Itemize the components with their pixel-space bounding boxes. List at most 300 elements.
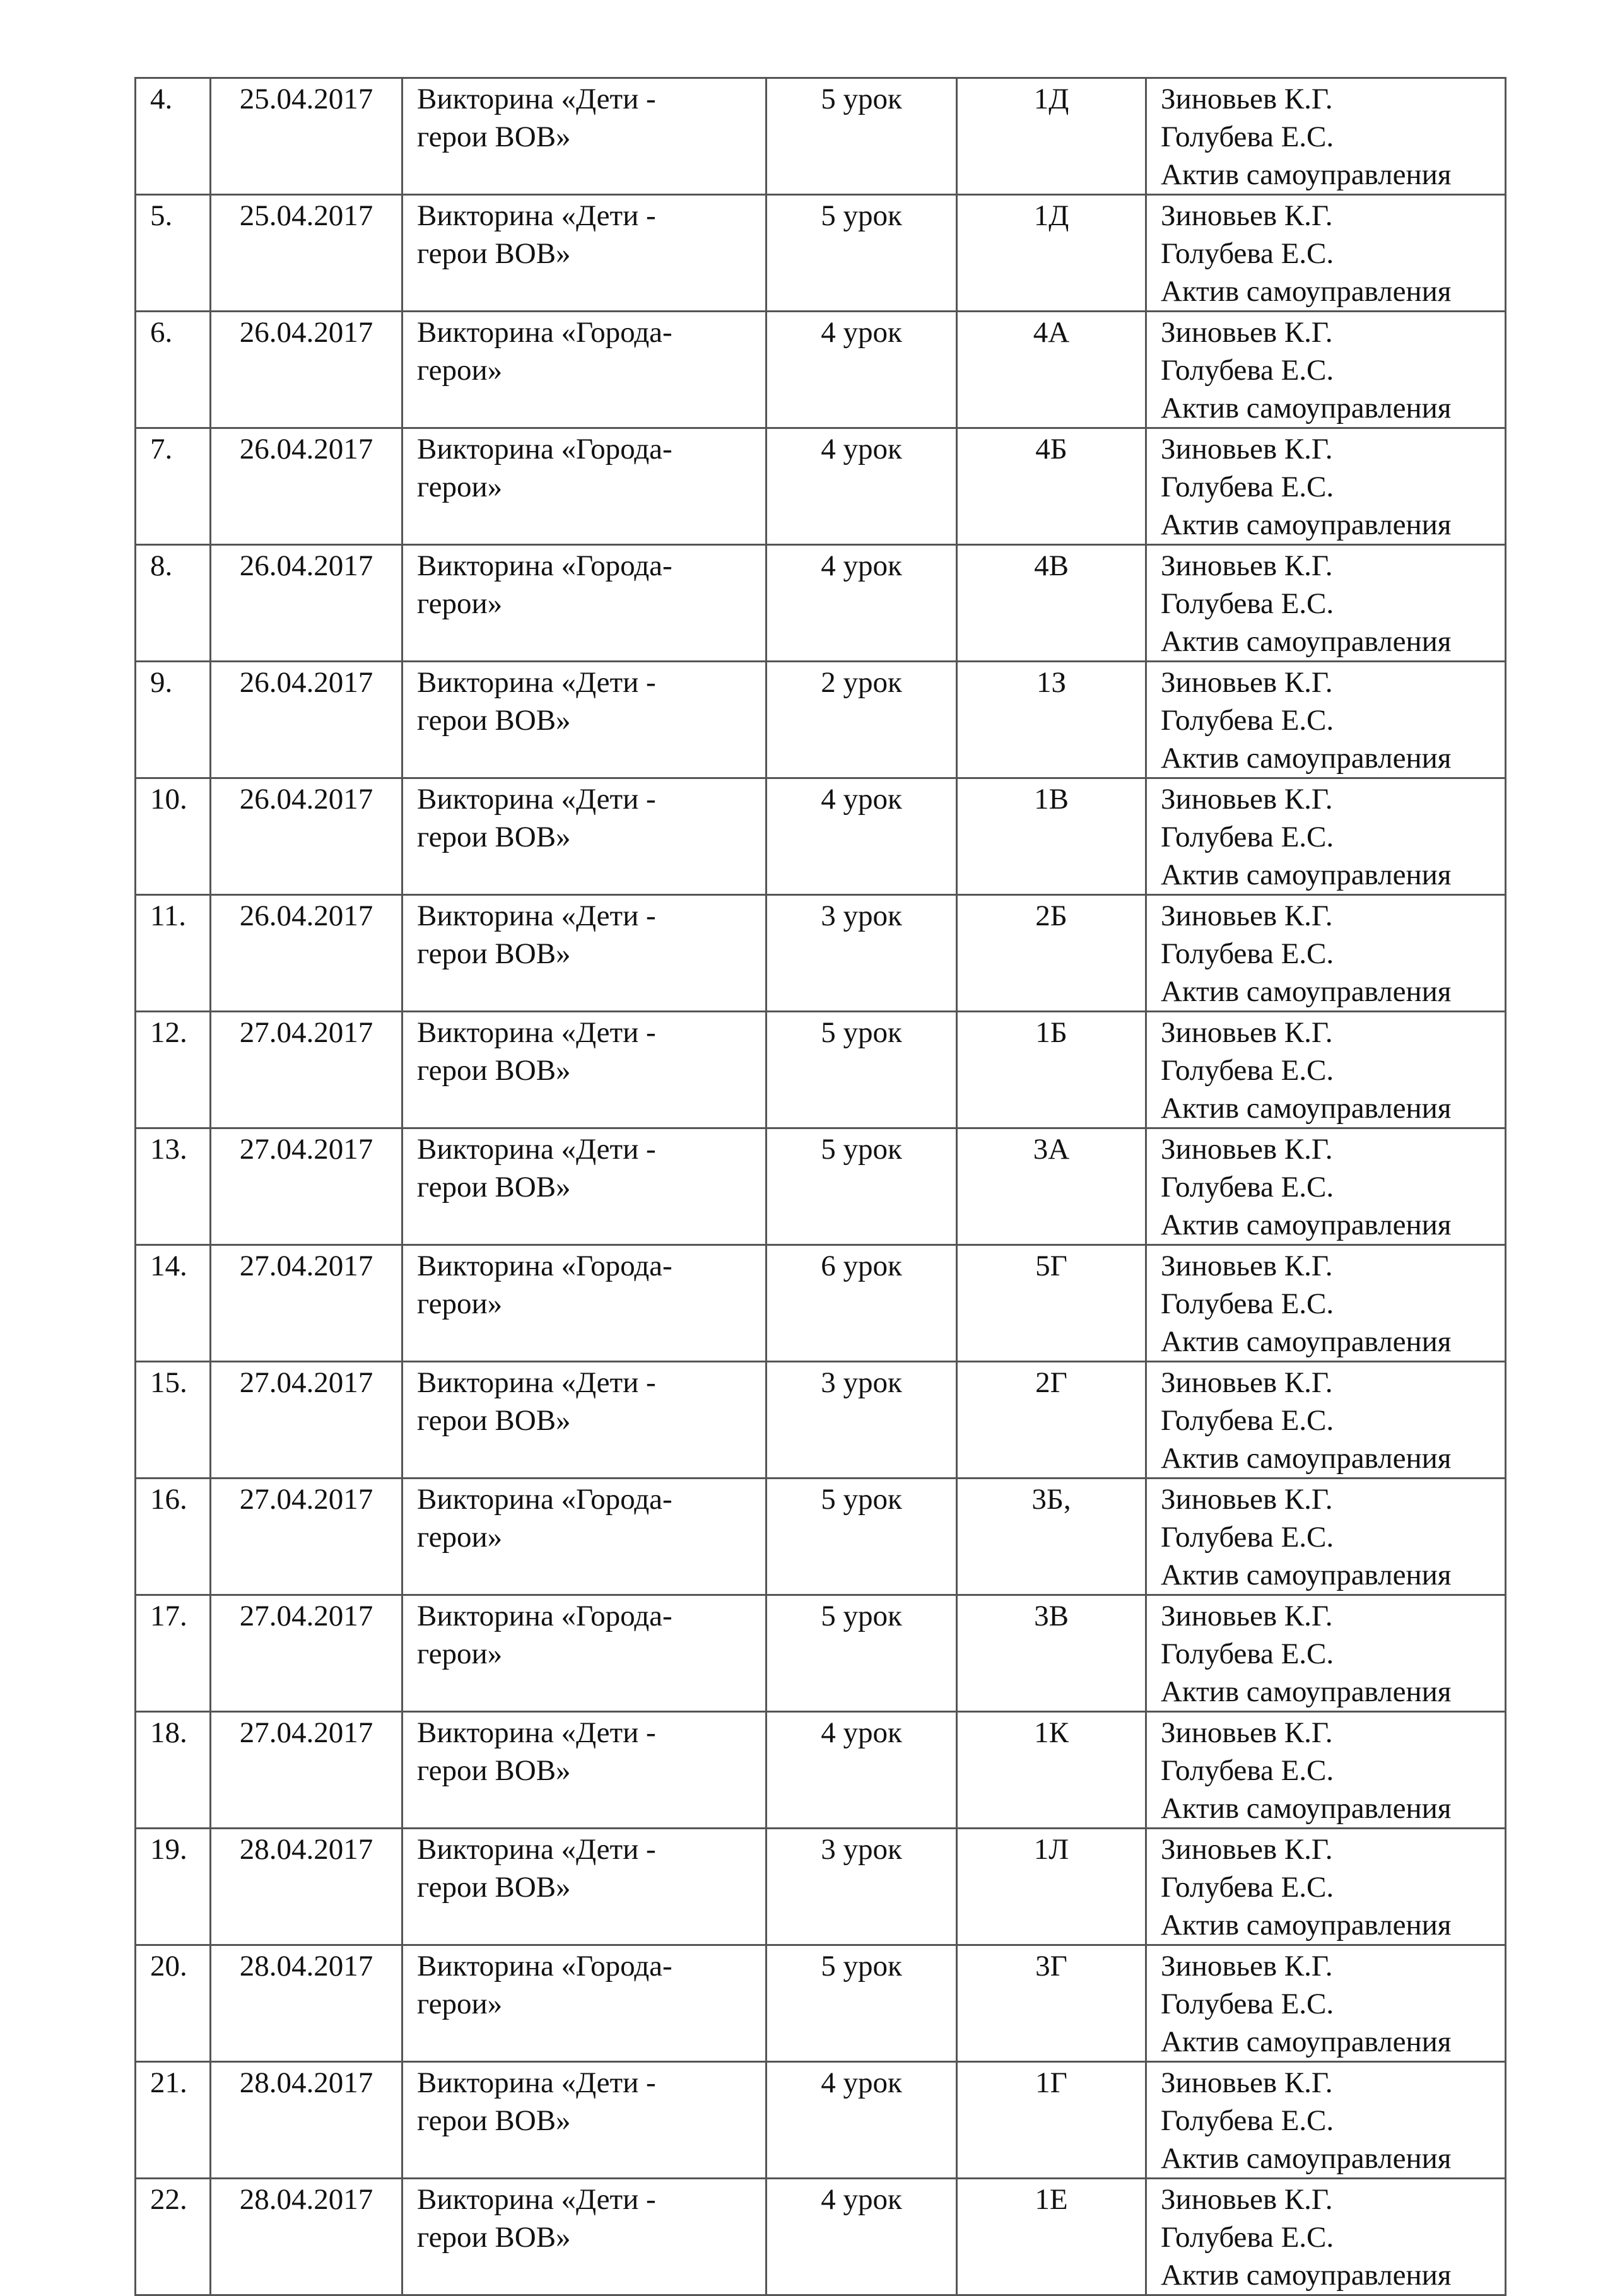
row-number-cell <box>136 195 211 312</box>
row-number-cell <box>136 1945 211 2062</box>
class-cell <box>957 1245 1146 1362</box>
event-title-cell-text: Викторина «Города- <box>417 1950 672 1983</box>
row-number-cell-text: 20. <box>150 1950 187 1983</box>
row-number-cell-text: 19. <box>150 1833 187 1866</box>
responsible-cell <box>1146 428 1506 545</box>
responsible-cell-text: Голубева Е.С. <box>1161 1754 1334 1787</box>
event-title-cell-text: герои ВОВ» <box>417 937 571 970</box>
class-cell-text: 3Б, <box>1031 1483 1071 1516</box>
responsible-cell-text: Голубева Е.С. <box>1161 587 1334 620</box>
responsible-cell-text: Зиновьев К.Г. <box>1161 1600 1333 1632</box>
responsible-cell-text: Актив самоуправления <box>1161 508 1452 541</box>
responsible-cell <box>1146 1245 1506 1362</box>
lesson-cell <box>766 1479 957 1595</box>
responsible-cell-text: Актив самоуправления <box>1161 1792 1452 1825</box>
responsible-cell-text: Актив самоуправления <box>1161 975 1452 1008</box>
events-table-body <box>136 78 1506 2295</box>
date-cell <box>211 1829 402 1945</box>
class-cell-text: 1В <box>1034 783 1069 816</box>
date-cell-text: 26.04.2017 <box>239 783 373 816</box>
responsible-cell-text: Зиновьев К.Г. <box>1161 1483 1333 1516</box>
event-title-cell <box>402 545 766 662</box>
event-title-cell-text: Викторина «Дети - <box>417 199 656 232</box>
responsible-cell-text: Голубева Е.С. <box>1161 1871 1334 1904</box>
table-row <box>136 1829 1506 1945</box>
class-cell <box>957 1362 1146 1479</box>
date-cell-text: 26.04.2017 <box>239 316 373 349</box>
date-cell-text: 26.04.2017 <box>239 899 373 932</box>
date-cell <box>211 1712 402 1829</box>
row-number-cell-text: 13. <box>150 1133 187 1166</box>
class-cell <box>957 1012 1146 1128</box>
event-title-cell-text: герои» <box>417 1988 503 2020</box>
responsible-cell-text: Зиновьев К.Г. <box>1161 433 1333 466</box>
lesson-cell <box>766 1362 957 1479</box>
row-number-cell <box>136 1362 211 1479</box>
responsible-cell-text: Зиновьев К.Г. <box>1161 2066 1333 2099</box>
event-title-cell-text: Викторина «Дети - <box>417 1716 656 1749</box>
table-row <box>136 895 1506 1012</box>
class-cell-text: 3А <box>1033 1133 1070 1166</box>
class-cell-text: 3Г <box>1035 1950 1067 1983</box>
date-cell <box>211 428 402 545</box>
class-cell <box>957 545 1146 662</box>
event-title-cell <box>402 195 766 312</box>
responsible-cell-text: Голубева Е.С. <box>1161 471 1334 503</box>
event-title-cell-text: Викторина «Дети - <box>417 899 656 932</box>
event-title-cell-text: Викторина «Дети - <box>417 83 656 115</box>
row-number-cell <box>136 778 211 895</box>
date-cell-text: 27.04.2017 <box>239 1366 373 1399</box>
class-cell-text: 1Л <box>1033 1833 1069 1866</box>
event-title-cell <box>402 1012 766 1128</box>
lesson-cell-text: 3 урок <box>821 1366 902 1399</box>
class-cell-text: 3В <box>1034 1600 1069 1632</box>
responsible-cell <box>1146 2179 1506 2295</box>
responsible-cell-text: Актив самоуправления <box>1161 1675 1452 1708</box>
responsible-cell-text: Голубева Е.С. <box>1161 354 1334 387</box>
date-cell <box>211 545 402 662</box>
lesson-cell-text: 5 урок <box>821 1483 902 1516</box>
date-cell-text: 26.04.2017 <box>239 549 373 582</box>
responsible-cell <box>1146 1945 1506 2062</box>
responsible-cell-text: Голубева Е.С. <box>1161 937 1334 970</box>
responsible-cell-text: Голубева Е.С. <box>1161 1988 1334 2020</box>
responsible-cell-text: Актив самоуправления <box>1161 158 1452 191</box>
class-cell-text: 1К <box>1034 1716 1069 1749</box>
responsible-cell-text: Зиновьев К.Г. <box>1161 1950 1333 1983</box>
responsible-cell-text: Голубева Е.С. <box>1161 704 1334 737</box>
event-title-cell-text: Викторина «Дети - <box>417 666 656 699</box>
table-row <box>136 778 1506 895</box>
lesson-cell <box>766 662 957 778</box>
event-title-cell-text: герои ВОВ» <box>417 1171 571 1204</box>
row-number-cell <box>136 1712 211 1829</box>
responsible-cell-text: Зиновьев К.Г. <box>1161 1366 1333 1399</box>
date-cell <box>211 1595 402 1712</box>
table-row <box>136 2062 1506 2179</box>
event-title-cell-text: герои ВОВ» <box>417 704 571 737</box>
event-title-cell <box>402 1712 766 1829</box>
responsible-cell <box>1146 778 1506 895</box>
event-title-cell-text: Викторина «Дети - <box>417 1833 656 1866</box>
event-title-cell-text: Викторина «Дети - <box>417 1016 656 1049</box>
lesson-cell <box>766 312 957 428</box>
lesson-cell-text: 3 урок <box>821 899 902 932</box>
class-cell <box>957 78 1146 195</box>
table-row <box>136 1362 1506 1479</box>
event-title-cell-text: герои ВОВ» <box>417 1054 571 1087</box>
responsible-cell-text: Актив самоуправления <box>1161 858 1452 891</box>
responsible-cell <box>1146 1128 1506 1245</box>
row-number-cell-text: 16. <box>150 1483 187 1516</box>
row-number-cell <box>136 545 211 662</box>
class-cell-text: 2Б <box>1035 899 1067 932</box>
responsible-cell-text: Зиновьев К.Г. <box>1161 1250 1333 1282</box>
responsible-cell-text: Голубева Е.С. <box>1161 237 1334 270</box>
responsible-cell-text: Актив самоуправления <box>1161 1325 1452 1358</box>
responsible-cell <box>1146 1829 1506 1945</box>
responsible-cell-text: Актив самоуправления <box>1161 2142 1452 2175</box>
event-title-cell <box>402 1245 766 1362</box>
class-cell-text: 4Б <box>1035 433 1067 466</box>
date-cell <box>211 195 402 312</box>
date-cell <box>211 2179 402 2295</box>
event-title-cell <box>402 312 766 428</box>
date-cell-text: 27.04.2017 <box>239 1250 373 1282</box>
responsible-cell-text: Зиновьев К.Г. <box>1161 316 1333 349</box>
date-cell-text: 26.04.2017 <box>239 666 373 699</box>
event-title-cell-text: герои» <box>417 1521 503 1554</box>
event-title-cell-text: Викторина «Города- <box>417 1600 672 1632</box>
lesson-cell-text: 4 урок <box>821 2066 902 2099</box>
row-number-cell <box>136 1128 211 1245</box>
event-title-cell <box>402 2062 766 2179</box>
class-cell-text: 1З <box>1036 666 1067 699</box>
row-number-cell-text: 14. <box>150 1250 187 1282</box>
class-cell <box>957 1479 1146 1595</box>
row-number-cell-text: 7. <box>150 433 173 466</box>
class-cell-text: 4В <box>1034 549 1069 582</box>
lesson-cell-text: 4 урок <box>821 316 902 349</box>
event-title-cell-text: Викторина «Города- <box>417 316 672 349</box>
row-number-cell-text: 5. <box>150 199 173 232</box>
lesson-cell-text: 5 урок <box>821 1950 902 1983</box>
row-number-cell-text: 17. <box>150 1600 187 1632</box>
date-cell-text: 27.04.2017 <box>239 1016 373 1049</box>
row-number-cell-text: 18. <box>150 1716 187 1749</box>
table-row <box>136 1245 1506 1362</box>
date-cell <box>211 1245 402 1362</box>
responsible-cell <box>1146 1012 1506 1128</box>
row-number-cell-text: 8. <box>150 549 173 582</box>
class-cell <box>957 1712 1146 1829</box>
event-title-cell <box>402 778 766 895</box>
date-cell-text: 26.04.2017 <box>239 433 373 466</box>
responsible-cell-text: Зиновьев К.Г. <box>1161 1016 1333 1049</box>
date-cell <box>211 778 402 895</box>
event-title-cell-text: герои ВОВ» <box>417 1754 571 1787</box>
events-table <box>134 77 1506 2296</box>
event-title-cell <box>402 1128 766 1245</box>
table-row <box>136 1128 1506 1245</box>
class-cell <box>957 2062 1146 2179</box>
responsible-cell <box>1146 1362 1506 1479</box>
row-number-cell-text: 21. <box>150 2066 187 2099</box>
lesson-cell <box>766 1712 957 1829</box>
date-cell <box>211 1012 402 1128</box>
responsible-cell <box>1146 1479 1506 1595</box>
row-number-cell <box>136 1479 211 1595</box>
event-title-cell-text: Викторина «Города- <box>417 433 672 466</box>
lesson-cell-text: 4 урок <box>821 433 902 466</box>
lesson-cell-text: 4 урок <box>821 1716 902 1749</box>
responsible-cell <box>1146 2062 1506 2179</box>
class-cell-text: 2Г <box>1035 1366 1067 1399</box>
responsible-cell-text: Актив самоуправления <box>1161 275 1452 308</box>
class-cell-text: 4А <box>1033 316 1070 349</box>
row-number-cell <box>136 1829 211 1945</box>
date-cell <box>211 895 402 1012</box>
class-cell-text: 1Д <box>1033 199 1069 232</box>
class-cell <box>957 2179 1146 2295</box>
responsible-cell-text: Зиновьев К.Г. <box>1161 1133 1333 1166</box>
event-title-cell <box>402 1479 766 1595</box>
responsible-cell-text: Зиновьев К.Г. <box>1161 1833 1333 1866</box>
event-title-cell-text: герои ВОВ» <box>417 1871 571 1904</box>
event-title-cell <box>402 662 766 778</box>
row-number-cell-text: 9. <box>150 666 173 699</box>
lesson-cell <box>766 545 957 662</box>
responsible-cell-text: Зиновьев К.Г. <box>1161 1716 1333 1749</box>
lesson-cell-text: 4 урок <box>821 2183 902 2216</box>
event-title-cell-text: герои» <box>417 1287 503 1320</box>
responsible-cell-text: Голубева Е.С. <box>1161 2221 1334 2254</box>
responsible-cell-text: Зиновьев К.Г. <box>1161 899 1333 932</box>
event-title-cell-text: герои» <box>417 587 503 620</box>
responsible-cell <box>1146 1595 1506 1712</box>
responsible-cell-text: Актив самоуправления <box>1161 625 1452 658</box>
responsible-cell-text: Голубева Е.С. <box>1161 1404 1334 1437</box>
row-number-cell <box>136 1245 211 1362</box>
responsible-cell-text: Зиновьев К.Г. <box>1161 783 1333 816</box>
table-row <box>136 1479 1506 1595</box>
event-title-cell-text: Викторина «Города- <box>417 1250 672 1282</box>
class-cell <box>957 195 1146 312</box>
table-row <box>136 78 1506 195</box>
lesson-cell <box>766 1829 957 1945</box>
class-cell <box>957 428 1146 545</box>
class-cell <box>957 1128 1146 1245</box>
class-cell <box>957 895 1146 1012</box>
responsible-cell-text: Актив самоуправления <box>1161 1909 1452 1942</box>
responsible-cell <box>1146 545 1506 662</box>
date-cell-text: 25.04.2017 <box>239 83 373 115</box>
row-number-cell-text: 15. <box>150 1366 187 1399</box>
lesson-cell <box>766 428 957 545</box>
class-cell <box>957 1595 1146 1712</box>
event-title-cell-text: Викторина «Дети - <box>417 2066 656 2099</box>
lesson-cell-text: 2 урок <box>821 666 902 699</box>
responsible-cell-text: Актив самоуправления <box>1161 2259 1452 2292</box>
lesson-cell-text: 4 урок <box>821 549 902 582</box>
date-cell-text: 27.04.2017 <box>239 1716 373 1749</box>
date-cell-text: 28.04.2017 <box>239 2183 373 2216</box>
event-title-cell <box>402 78 766 195</box>
responsible-cell-text: Голубева Е.С. <box>1161 1171 1334 1204</box>
class-cell-text: 1Г <box>1035 2066 1067 2099</box>
lesson-cell <box>766 1945 957 2062</box>
event-title-cell-text: герои ВОВ» <box>417 237 571 270</box>
event-title-cell <box>402 1362 766 1479</box>
date-cell <box>211 1479 402 1595</box>
responsible-cell-text: Голубева Е.С. <box>1161 821 1334 853</box>
event-title-cell <box>402 1945 766 2062</box>
date-cell-text: 25.04.2017 <box>239 199 373 232</box>
date-cell <box>211 1128 402 1245</box>
row-number-cell-text: 4. <box>150 83 173 115</box>
date-cell <box>211 662 402 778</box>
date-cell <box>211 2062 402 2179</box>
event-title-cell-text: Викторина «Дети - <box>417 1133 656 1166</box>
table-row <box>136 312 1506 428</box>
responsible-cell-text: Голубева Е.С. <box>1161 2104 1334 2137</box>
lesson-cell <box>766 195 957 312</box>
responsible-cell <box>1146 78 1506 195</box>
responsible-cell <box>1146 1712 1506 1829</box>
responsible-cell-text: Актив самоуправления <box>1161 1092 1452 1125</box>
event-title-cell <box>402 895 766 1012</box>
date-cell <box>211 78 402 195</box>
lesson-cell-text: 5 урок <box>821 1600 902 1632</box>
date-cell <box>211 1362 402 1479</box>
row-number-cell <box>136 2179 211 2295</box>
event-title-cell-text: герои ВОВ» <box>417 1404 571 1437</box>
responsible-cell-text: Голубева Е.С. <box>1161 1637 1334 1670</box>
class-cell-text: 1Е <box>1035 2183 1068 2216</box>
event-title-cell-text: герои» <box>417 471 503 503</box>
responsible-cell-text: Актив самоуправления <box>1161 1209 1452 1241</box>
responsible-cell <box>1146 195 1506 312</box>
lesson-cell-text: 6 урок <box>821 1250 902 1282</box>
lesson-cell <box>766 78 957 195</box>
responsible-cell-text: Зиновьев К.Г. <box>1161 2183 1333 2216</box>
lesson-cell <box>766 1012 957 1128</box>
lesson-cell <box>766 2179 957 2295</box>
class-cell-text: 1Д <box>1033 83 1069 115</box>
row-number-cell <box>136 1595 211 1712</box>
table-row <box>136 195 1506 312</box>
lesson-cell <box>766 1595 957 1712</box>
event-title-cell-text: герои ВОВ» <box>417 2104 571 2137</box>
date-cell-text: 27.04.2017 <box>239 1483 373 1516</box>
responsible-cell-text: Зиновьев К.Г. <box>1161 549 1333 582</box>
responsible-cell-text: Актив самоуправления <box>1161 1559 1452 1591</box>
row-number-cell <box>136 895 211 1012</box>
date-cell-text: 27.04.2017 <box>239 1600 373 1632</box>
table-row <box>136 545 1506 662</box>
lesson-cell <box>766 895 957 1012</box>
event-title-cell-text: Викторина «Дети - <box>417 2183 656 2216</box>
event-title-cell-text: Викторина «Дети - <box>417 783 656 816</box>
lesson-cell <box>766 1128 957 1245</box>
responsible-cell-text: Актив самоуправления <box>1161 2025 1452 2058</box>
table-row <box>136 2179 1506 2295</box>
table-row <box>136 428 1506 545</box>
date-cell-text: 28.04.2017 <box>239 1833 373 1866</box>
row-number-cell <box>136 312 211 428</box>
lesson-cell-text: 5 урок <box>821 1016 902 1049</box>
row-number-cell-text: 10. <box>150 783 187 816</box>
date-cell-text: 28.04.2017 <box>239 2066 373 2099</box>
event-title-cell-text: Викторина «Дети - <box>417 1366 656 1399</box>
date-cell-text: 28.04.2017 <box>239 1950 373 1983</box>
table-row <box>136 1012 1506 1128</box>
class-cell-text: 1Б <box>1035 1016 1067 1049</box>
event-title-cell <box>402 1595 766 1712</box>
responsible-cell <box>1146 662 1506 778</box>
row-number-cell <box>136 428 211 545</box>
responsible-cell-text: Зиновьев К.Г. <box>1161 199 1333 232</box>
event-title-cell-text: герои ВОВ» <box>417 821 571 853</box>
table-row <box>136 1712 1506 1829</box>
lesson-cell-text: 5 урок <box>821 1133 902 1166</box>
event-title-cell <box>402 2179 766 2295</box>
date-cell <box>211 1945 402 2062</box>
lesson-cell-text: 5 урок <box>821 199 902 232</box>
event-title-cell-text: герои» <box>417 354 503 387</box>
class-cell <box>957 312 1146 428</box>
row-number-cell-text: 11. <box>150 899 187 932</box>
class-cell <box>957 1945 1146 2062</box>
class-cell <box>957 1829 1146 1945</box>
responsible-cell-text: Голубева Е.С. <box>1161 1054 1334 1087</box>
class-cell-text: 5Г <box>1035 1250 1067 1282</box>
event-title-cell <box>402 428 766 545</box>
event-title-cell-text: Викторина «Города- <box>417 1483 672 1516</box>
responsible-cell-text: Актив самоуправления <box>1161 742 1452 775</box>
row-number-cell-text: 6. <box>150 316 173 349</box>
class-cell <box>957 662 1146 778</box>
row-number-cell <box>136 1012 211 1128</box>
date-cell-text: 27.04.2017 <box>239 1133 373 1166</box>
responsible-cell-text: Зиновьев К.Г. <box>1161 666 1333 699</box>
row-number-cell <box>136 662 211 778</box>
table-row <box>136 1945 1506 2062</box>
lesson-cell <box>766 2062 957 2179</box>
event-title-cell-text: герои ВОВ» <box>417 120 571 153</box>
event-title-cell-text: герои» <box>417 1637 503 1670</box>
responsible-cell <box>1146 312 1506 428</box>
date-cell <box>211 312 402 428</box>
responsible-cell-text: Актив самоуправления <box>1161 392 1452 425</box>
lesson-cell-text: 4 урок <box>821 783 902 816</box>
event-title-cell <box>402 1829 766 1945</box>
responsible-cell-text: Голубева Е.С. <box>1161 120 1334 153</box>
row-number-cell-text: 12. <box>150 1016 187 1049</box>
responsible-cell-text: Голубева Е.С. <box>1161 1287 1334 1320</box>
table-row <box>136 662 1506 778</box>
event-title-cell-text: герои ВОВ» <box>417 2221 571 2254</box>
table-row <box>136 1595 1506 1712</box>
event-title-cell-text: Викторина «Города- <box>417 549 672 582</box>
lesson-cell <box>766 778 957 895</box>
responsible-cell-text: Зиновьев К.Г. <box>1161 83 1333 115</box>
row-number-cell <box>136 78 211 195</box>
class-cell <box>957 778 1146 895</box>
row-number-cell <box>136 2062 211 2179</box>
responsible-cell-text: Актив самоуправления <box>1161 1442 1452 1475</box>
